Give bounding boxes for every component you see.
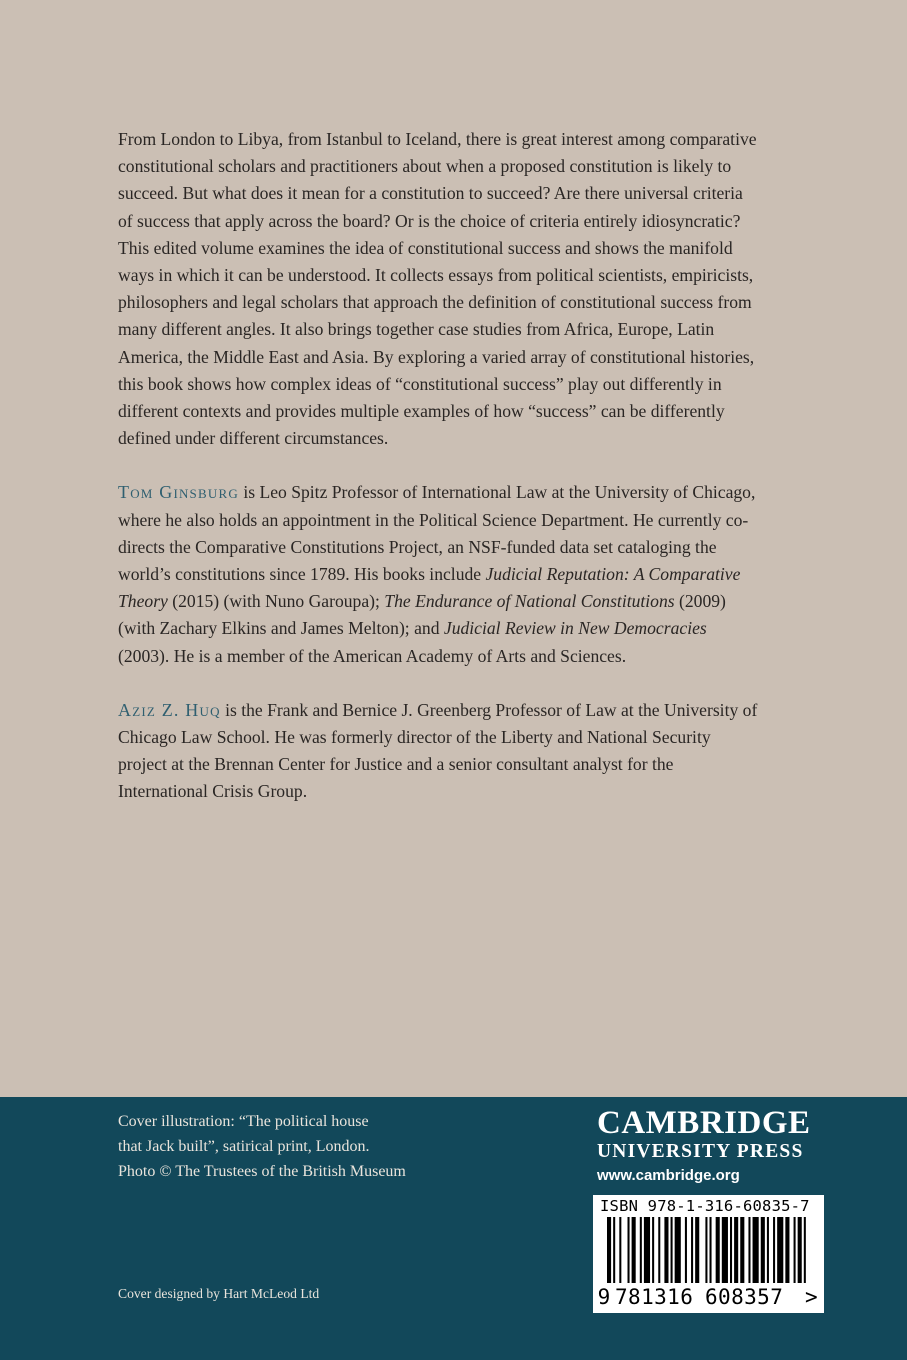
bio-text: (2015) (with Nuno Garoupa); — [167, 591, 385, 612]
isbn-label: ISBN 978-1-316-60835-7 — [600, 1197, 810, 1215]
book-title: Judicial Reputation: A Comparative Theory — [118, 564, 741, 612]
barcode-bar — [632, 1217, 636, 1283]
barcode-bar — [740, 1217, 744, 1283]
bio-text: is Leo Spitz Professor of International Law at the University of Chicago, where he also holds an appointment in the Political Science Department. He currently co-directs the Comparative Constitutions Project, an NSF-funded data set cataloging the world’s constitutions since 1789. His books include — [118, 482, 756, 585]
barcode-bar — [685, 1217, 687, 1283]
credit-line: that Jack built”, satirical print, London. — [118, 1138, 370, 1155]
author-bio-huq — [118, 697, 758, 806]
publisher-name: CAMBRIDGE — [597, 1105, 811, 1141]
barcode-bar — [767, 1217, 769, 1283]
credit-line: Cover illustration: “The political house — [118, 1113, 369, 1130]
barcode-bar — [671, 1217, 673, 1283]
barcode-digit-first: 9 — [597, 1285, 611, 1309]
barcode-bar — [794, 1217, 796, 1283]
bio-text: is the Frank and Bernice J. Greenberg Professor of Law at the University of Chicago Law School. He was formerly director of the Liberty and National Security project at the Brennan Center for Justice and a senior consultant analyst for the International Crisis Group. — [118, 699, 758, 802]
barcode-bar — [652, 1217, 654, 1283]
barcode-bar — [675, 1217, 681, 1283]
barcode-digits — [593, 1285, 824, 1309]
barcode-bar — [761, 1217, 765, 1283]
barcode-bar — [730, 1217, 732, 1283]
barcode-arrow: > — [805, 1285, 818, 1309]
barcode-bar — [748, 1217, 750, 1283]
credit-line: Photo © The Trustees of the British Museum — [118, 1163, 406, 1180]
author-name: Tom Ginsburg — [118, 482, 239, 503]
isbn-barcode — [593, 1195, 824, 1313]
barcode-bars — [607, 1217, 811, 1293]
barcode-bar — [664, 1217, 668, 1283]
barcode-bar — [607, 1217, 611, 1283]
cover-credit — [118, 1109, 478, 1184]
barcode-bar — [628, 1217, 630, 1283]
barcode-bar — [640, 1217, 642, 1283]
publisher-url: www.cambridge.org — [597, 1167, 740, 1184]
book-title: Judicial Review in New Democracies — [443, 618, 707, 639]
designer-credit: Cover designed by Hart McLeod Ltd — [118, 1286, 320, 1301]
book-title: The Endurance of National Constitutions — [384, 591, 675, 612]
barcode-digits-left: 781316 — [615, 1285, 694, 1309]
barcode-bar — [777, 1217, 783, 1283]
barcode-bar — [710, 1217, 712, 1283]
cover-footer-band — [0, 1097, 907, 1360]
author-bio-ginsburg — [118, 479, 758, 669]
bio-text: (2003). He is a member of the American Academy of Arts and Sciences. — [118, 645, 627, 666]
barcode-bar — [658, 1217, 660, 1283]
barcode-bar — [716, 1217, 720, 1283]
barcode-bar — [734, 1217, 738, 1283]
back-cover-text — [118, 126, 758, 833]
barcode-bar — [619, 1217, 621, 1283]
author-name: Aziz Z. Huq — [118, 699, 221, 720]
barcode-bar — [773, 1217, 775, 1283]
barcode-bar — [722, 1217, 728, 1283]
barcode-digits-right: 608357 — [705, 1285, 784, 1309]
book-description: From London to Libya, from Istanbul to Iceland, there is great interest among comparative constitutional scholars and practitioners about when a proposed constitution is likely to succeed. But what does it mean for a constitution to succeed? Are there universal criteria of success that apply across the board? Or is the choice of criteria entirely idiosyncratic? This edited volume examines the idea of constitutional success and shows the manifold ways in which it can be understood. It collects essays from political scientists, empiricists, philosophers and legal scholars that approach the definition of constitutional success from many different angles. It also brings together case studies from Africa, Europe, Latin America, the Middle East and Asia. By exploring a varied array of constitutional histories, this book shows how complex ideas of “constitutional success” play out differently in different contexts and provides multiple examples of how “success” can be differently defined under different circumstances. — [118, 129, 757, 449]
publisher-logo — [597, 1105, 837, 1187]
barcode-bar — [691, 1217, 693, 1283]
barcode-bar — [705, 1217, 707, 1283]
barcode-bar — [753, 1217, 759, 1283]
barcode-bar — [798, 1217, 802, 1283]
barcode-bar — [644, 1217, 650, 1283]
bio-text: (2009) (with Zachary Elkins and James Melton); and — [118, 591, 726, 639]
barcode-bar — [695, 1217, 699, 1283]
barcode-bar — [785, 1217, 789, 1283]
barcode-bar — [804, 1217, 806, 1283]
barcode-bar — [613, 1217, 615, 1283]
publisher-subname: UNIVERSITY PRESS — [597, 1141, 804, 1162]
